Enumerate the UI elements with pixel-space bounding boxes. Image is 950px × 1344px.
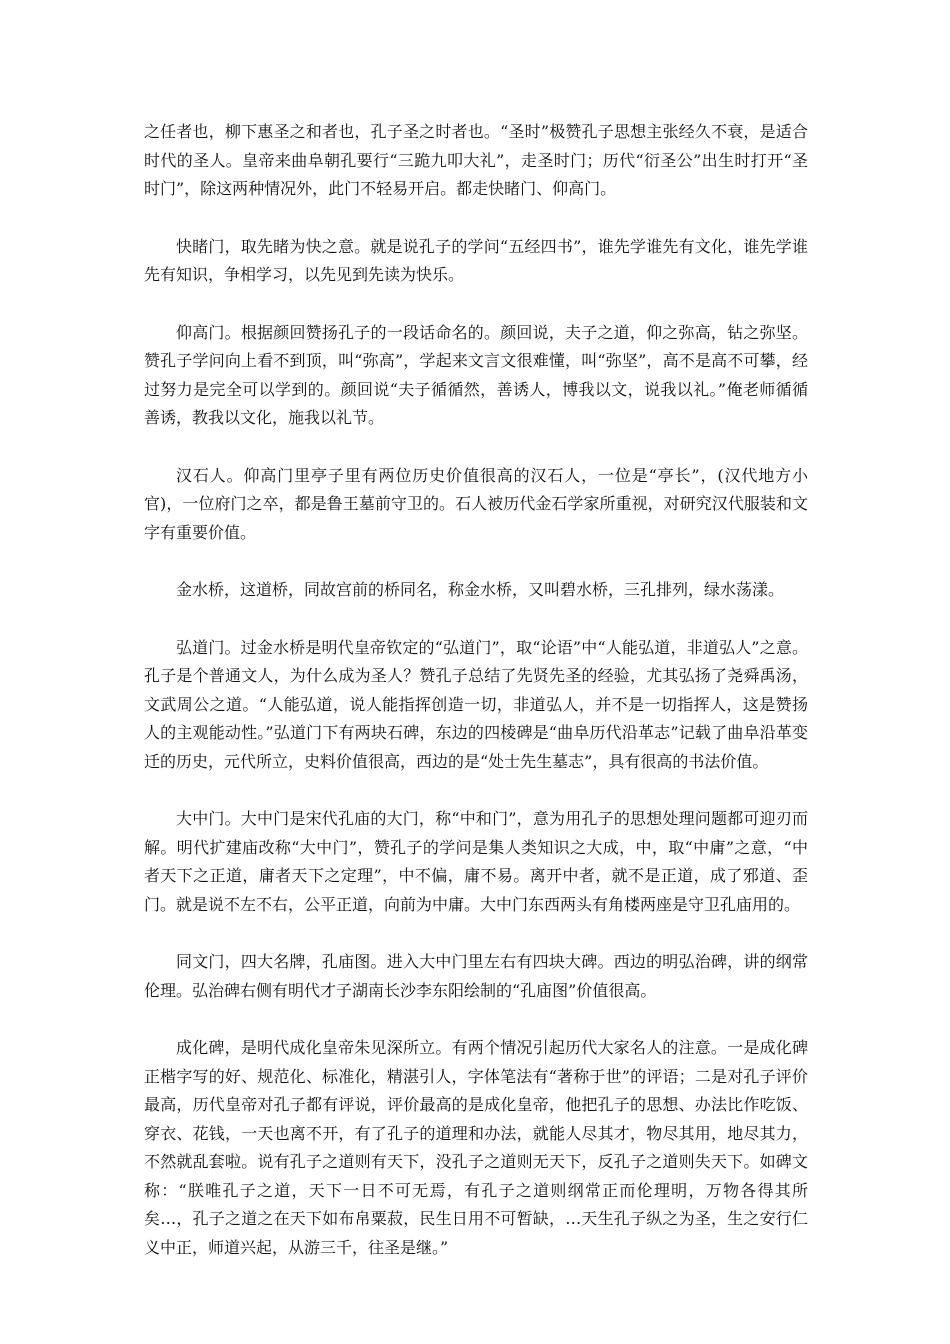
paragraph-kuai-du-men: 快睹门，取先睹为快之意。就是说孔子的学问“五经四书”，谁先学谁先有文化，谁先学谁先有知识，争相学习，以先见到先读为快乐。 bbox=[144, 236, 808, 284]
paragraph-sheng-shi-men: 之任者也，柳下惠圣之和者也，孔子圣之时者也。“圣时”极赞孔子思想主张经久不衰，是适合时代的圣人。皇帝来曲阜朝孔要行“三跪九叩大礼”，走圣时门；历代“衍圣公”出生时打开“圣时门”，除这两种情况外，此门不轻易开启。都走快睹门、仰高门。 bbox=[144, 122, 808, 198]
paragraph-yang-gao-men: 仰高门。根据颜回赞扬孔子的一段话命名的。颜回说，夫子之道，仰之弥高，钻之弥坚。赞孔子学问向上看不到顶，叫“弥高”，学起来文言文很难懂，叫“弥坚”，高不是高不可攀，经过努力是完全可以学到的。颜回说“夫子循循然，善诱人，博我以文，说我以礼。”俺老师循循善诱，教我以文化，施我以礼节。 bbox=[144, 322, 808, 427]
document-body bbox=[144, 118, 808, 1291]
paragraph-han-shi-ren: 汉石人。仰高门里亭子里有两位历史价值很高的汉石人，一位是“亭长”，(汉代地方小官)，一位府门之卒，都是鲁王墓前守卫的。石人被历代金石学家所重视，对研究汉代服装和文字有重要价值。 bbox=[144, 465, 808, 542]
paragraph-hong-dao-men: 弘道门。过金水桥是明代皇帝钦定的“弘道门”，取“论语”中“人能弘道，非道弘人”之意。孔子是个普通文人，为什么成为圣人？赞孔子总结了先贤先圣的经验，尤其弘扬了尧舜禹汤，文武周公之道。“人能弘道，说人能指挥创造一切，非道弘人，并不是一切指挥人，这是赞扬人的主观能动性。”弘道门下有两块石碑，东边的四棱碑是“曲阜历代沿革志”记载了曲阜沿革变迁的历史，元代所立，史料价值很高，西边的是“处士先生墓志”，具有很高的书法价值。 bbox=[144, 637, 808, 771]
paragraph-tong-wen-men: 同文门，四大名牌，孔庙图。进入大中门里左右有四块大碑。西边的明弘治碑，讲的纲常伦理。弘治碑右侧有明代才子湖南长沙李东阳绘制的“孔庙图”价值很高。 bbox=[144, 952, 808, 1000]
paragraph-cheng-hua-bei: 成化碑，是明代成化皇帝朱见深所立。有两个情况引起历代大家名人的注意。一是成化碑正楷字写的好、规范化、标准化，精湛引人，字体笔法有“著称于世”的评语；二是对孔子评价最高，历代皇帝对孔子都有评说，评价最高的是成化皇帝，他把孔子的思想、办法比作吃饭、穿衣、花钱，一天也离不开，有了孔子的道理和办法，就能人尽其才，物尽其用，地尽其力，不然就乱套啦。说有孔子之道则有天下，没孔子之道则无天下，反孔子之道则失天下。如碑文称：“朕唯孔子之道，天下一日不可无焉，有孔子之道则纲常正而伦理明，万物各得其所矣…，孔子之道之在天下如布帛粟菽，民生日用不可暂缺，…天生孔子纵之为圣，生之安行仁义中正，师道兴起，从游三千，往圣是继。” bbox=[144, 1038, 808, 1257]
paragraph-jin-shui-qiao: 金水桥，这道桥，同故宫前的桥同名，称金水桥，又叫碧水桥，三孔排列，绿水荡漾。 bbox=[176, 580, 785, 599]
paragraph-da-zhong-men: 大中门。大中门是宋代孔庙的大门，称“中和门”，意为用孔子的思想处理问题都可迎刃而解。明代扩建庙改称“大中门”，赞孔子的学问是集人类知识之大成，中，取“中庸”之意，“中者天下之正道，庸者天下之定理”，中不偏，庸不易。离开中者，就不是正道，成了邪道、歪门。就是说不左不右，公平正道，向前为中庸。大中门东西两头有角楼两座是守卫孔庙用的。 bbox=[144, 809, 808, 914]
